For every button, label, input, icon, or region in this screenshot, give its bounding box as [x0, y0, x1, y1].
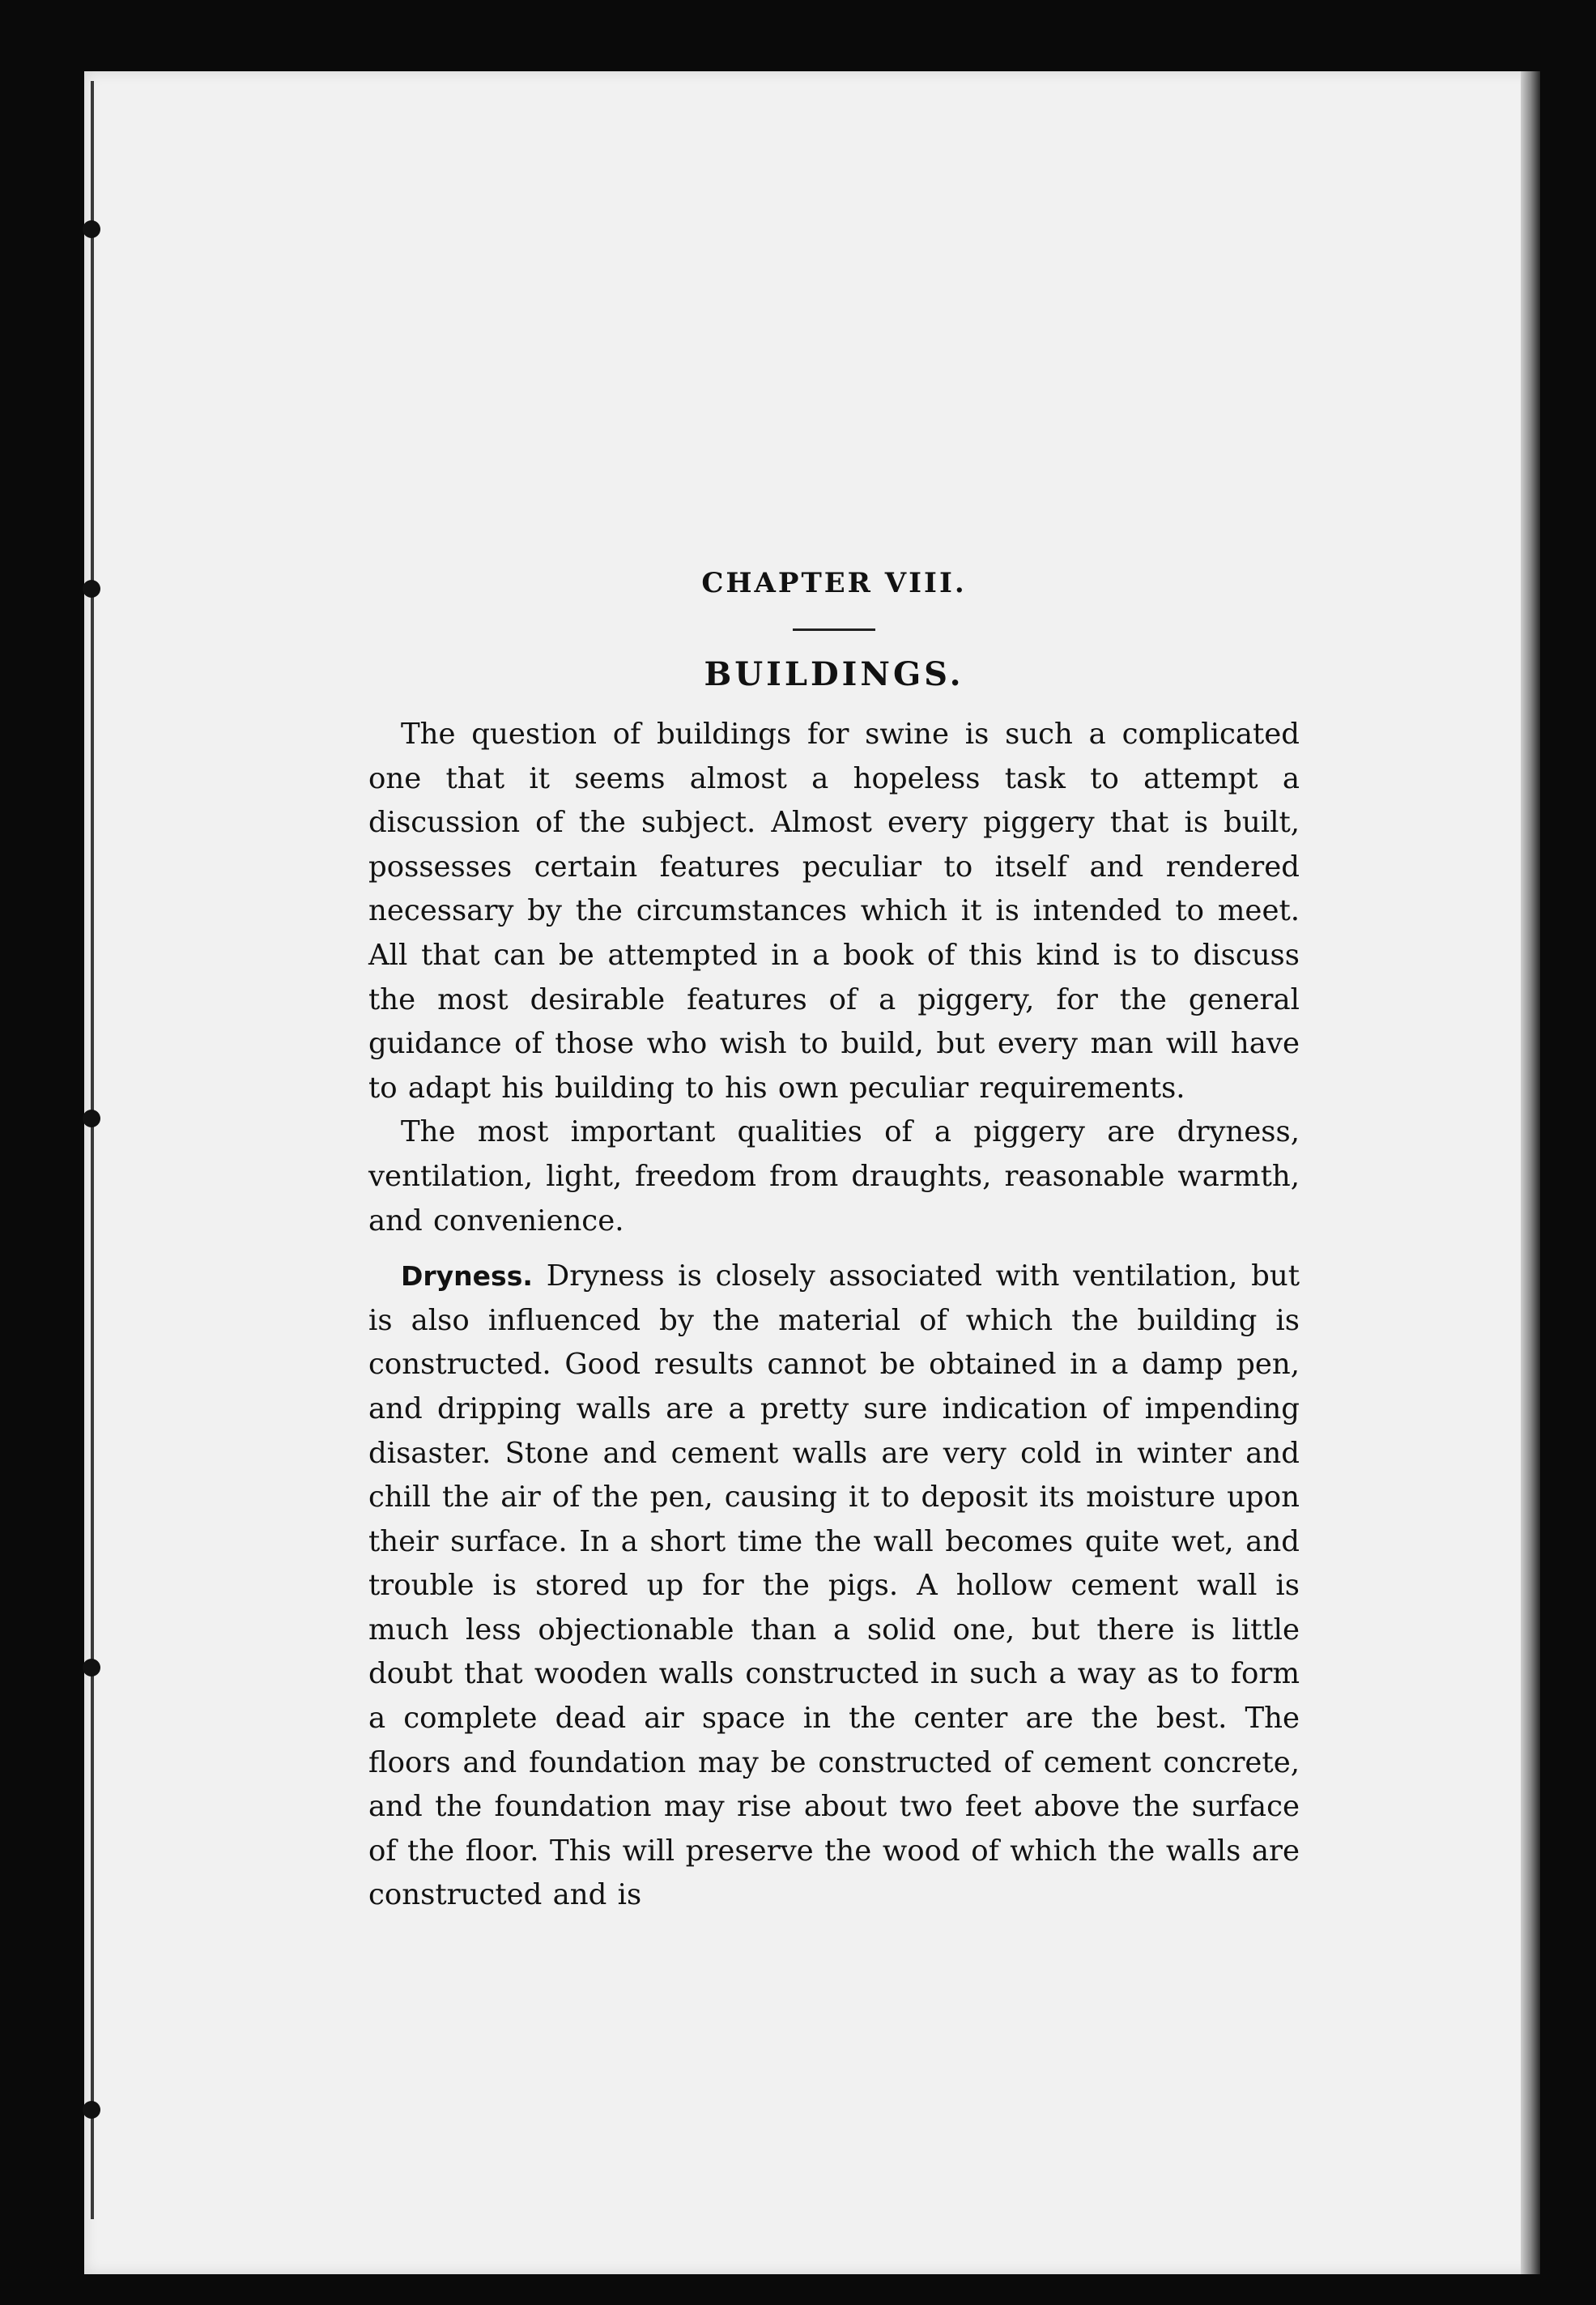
paragraph — [368, 1110, 1300, 1243]
paragraph-text: Dryness is closely associated with ventilation, but is also influenced by the material of which the building is constructed. Good results cannot be obtained in a damp pen, and dripping walls are a pretty sure indication of impending disaster. Stone and cement walls are very cold in winter and chill the air of the pen, causing it to deposit its moisture upon their surface. In a short time the wall becomes quite wet, and trouble is stored up for the pigs. A hollow cement wall is much less objectionable than a solid one, but there is little doubt that wooden walls constructed in such a way as to form a complete dead air space in the center are the best. The floors and foundation may be constructed of cement concrete, and the foundation may rise about two feet above the surface of the floor. This will preserve the wood of which the walls are constructed and is — [368, 1259, 1300, 1912]
binding-mark — [83, 580, 100, 598]
binding-mark — [83, 2101, 100, 2119]
chapter-title: BUILDINGS. — [704, 655, 964, 693]
binding-mark — [83, 1110, 100, 1127]
paragraph-text: The most important qualities of a piggery are dryness, ventilation, light, freedom from draughts, reasonable warmth, and convenience. — [368, 1115, 1300, 1238]
paragraph — [368, 1255, 1300, 1918]
binding-line — [91, 81, 94, 2219]
paragraph — [368, 713, 1300, 1110]
binding-mark — [83, 220, 100, 238]
binding-mark — [83, 1659, 100, 1677]
paragraph-lead: Dryness. — [401, 1260, 547, 1293]
page-edge-shadow — [1521, 71, 1540, 2274]
page-text — [368, 567, 1300, 1918]
heading-rule — [793, 628, 875, 631]
paragraph-text: The question of buildings for swine is such a complicated one that it seems almost a hopeless task to attempt a discussion of the subject. Almost every piggery that is built, possesses certain features peculiar to itself and rendered necessary by the circumstances which it is intended to meet. All that can be attempted in a book of this kind is to discuss the most desirable features of a piggery, for the general guidance of those who wish to build, but every man will have to adapt his building to his own peculiar requirements. — [368, 718, 1300, 1105]
chapter-heading: CHAPTER VIII. — [701, 567, 967, 599]
